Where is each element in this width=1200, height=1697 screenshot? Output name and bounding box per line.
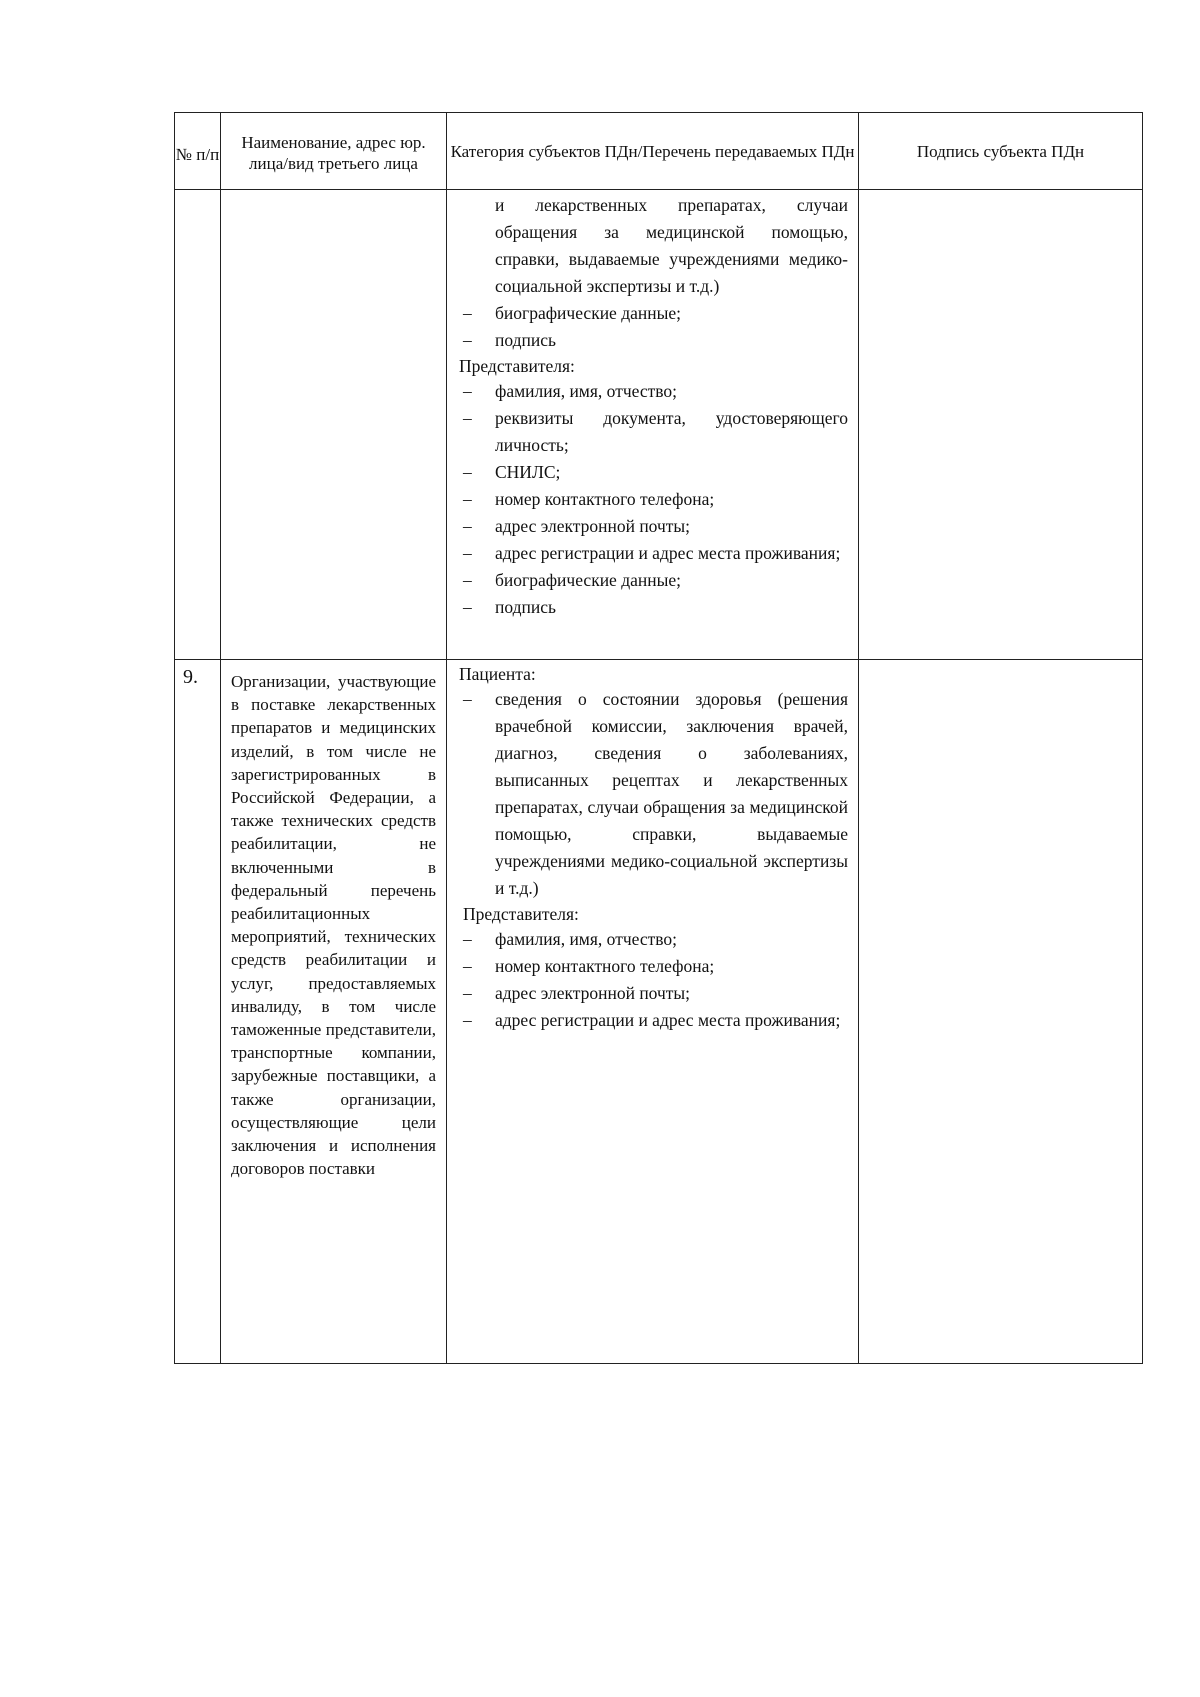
header-signature: Подпись субъекта ПДн	[859, 113, 1143, 190]
item-text: сведения о состоянии здоровья (решения врачебной комиссии, заключения врачей, диагноз, сведения о заболеваниях, выписанных рецептах и лекарственных препаратах, случаи обращения за медицинской помощью, справки, выдаваемые учреждениями медико-социальной экспертизы и т.д.)	[495, 689, 848, 898]
table-row-9	[175, 660, 1143, 1364]
dash-marker: –	[463, 462, 472, 482]
item-text: фамилия, имя, отчество;	[495, 381, 678, 401]
list-item	[459, 594, 848, 621]
dash-marker: –	[463, 489, 472, 509]
list-item	[459, 686, 848, 902]
item-text: номер контактного телефона;	[495, 956, 715, 976]
patient-items-continued	[459, 300, 848, 354]
item-text: адрес электронной почты;	[495, 516, 691, 536]
list-item	[459, 980, 848, 1007]
cell-name-continued	[221, 190, 447, 660]
cell-signature-9	[859, 660, 1143, 1364]
item-text: биографические данные;	[495, 570, 681, 590]
dash-marker: –	[463, 516, 472, 536]
continuation-text: и лекарственных препаратах, случаи обращения за медицинской помощью, справки, выдаваемые учреждениями медико-социальной экспертизы и т.д.)	[495, 195, 848, 296]
list-item	[459, 540, 848, 567]
header-name: Наименование, адрес юр. лица/вид третьего лица	[221, 113, 447, 190]
representative-title-9: Представителя:	[463, 904, 579, 924]
dash-marker: –	[463, 381, 472, 401]
table-row-continued	[175, 190, 1143, 660]
item-text: реквизиты документа, удостоверяющего личность;	[495, 408, 848, 455]
dash-marker: –	[463, 597, 472, 617]
patient-title: Пациента:	[459, 664, 536, 684]
header-category: Категория субъектов ПДн/Перечень передаваемых ПДн	[447, 113, 859, 190]
list-item	[459, 513, 848, 540]
dash-marker: –	[463, 956, 472, 976]
dash-marker: –	[463, 570, 472, 590]
list-item	[459, 926, 848, 953]
list-item	[459, 1007, 848, 1034]
item-text: подпись	[495, 330, 556, 350]
cell-category-continued	[447, 190, 859, 660]
dash-marker: –	[463, 689, 472, 709]
organization-description: Организации, участвующие в поставке лекарственных препаратов и медицинских изделий, в том числе не зарегистрированных в Российской Федерации, а также технических средств реабилитации, не включенными в федеральный перечень реабилитационных мероприятий, технических средств реабилитации и услуг, предоставляемых инвалиду, в том числе таможенные представители, транспортные компании, зарубежные поставщики, а также организации, осуществляющие цели заключения и исполнения договоров поставки	[231, 672, 436, 1179]
cell-signature-continued	[859, 190, 1143, 660]
list-item	[459, 459, 848, 486]
dash-marker: –	[463, 303, 472, 323]
data-transfer-table	[174, 112, 1143, 1364]
cell-category-9	[447, 660, 859, 1364]
dash-marker: –	[463, 929, 472, 949]
list-item	[459, 567, 848, 594]
item-text: адрес электронной почты;	[495, 983, 691, 1003]
item-text: адрес регистрации и адрес места проживания;	[495, 543, 841, 563]
item-text: номер контактного телефона;	[495, 489, 715, 509]
list-item	[459, 405, 848, 459]
dash-marker: –	[463, 408, 472, 428]
list-item	[459, 378, 848, 405]
item-text: биографические данные;	[495, 303, 681, 323]
dash-marker: –	[463, 330, 472, 350]
cell-num-9: 9.	[175, 660, 221, 1364]
representative-title: Представителя:	[459, 356, 575, 376]
item-text: фамилия, имя, отчество;	[495, 929, 678, 949]
list-item	[459, 300, 848, 327]
dash-marker: –	[463, 543, 472, 563]
list-item	[459, 953, 848, 980]
dash-marker: –	[463, 1010, 472, 1030]
dash-marker: –	[463, 983, 472, 1003]
item-text: подпись	[495, 597, 556, 617]
cell-num-continued	[175, 190, 221, 660]
item-text: адрес регистрации и адрес места проживания;	[495, 1010, 841, 1030]
cell-name-9	[221, 660, 447, 1364]
representative-items-continued	[459, 378, 848, 621]
table-header-row	[175, 113, 1143, 190]
list-item	[459, 486, 848, 513]
item-text: СНИЛС;	[495, 462, 561, 482]
list-item	[459, 327, 848, 354]
header-num: № п/п	[175, 113, 221, 190]
